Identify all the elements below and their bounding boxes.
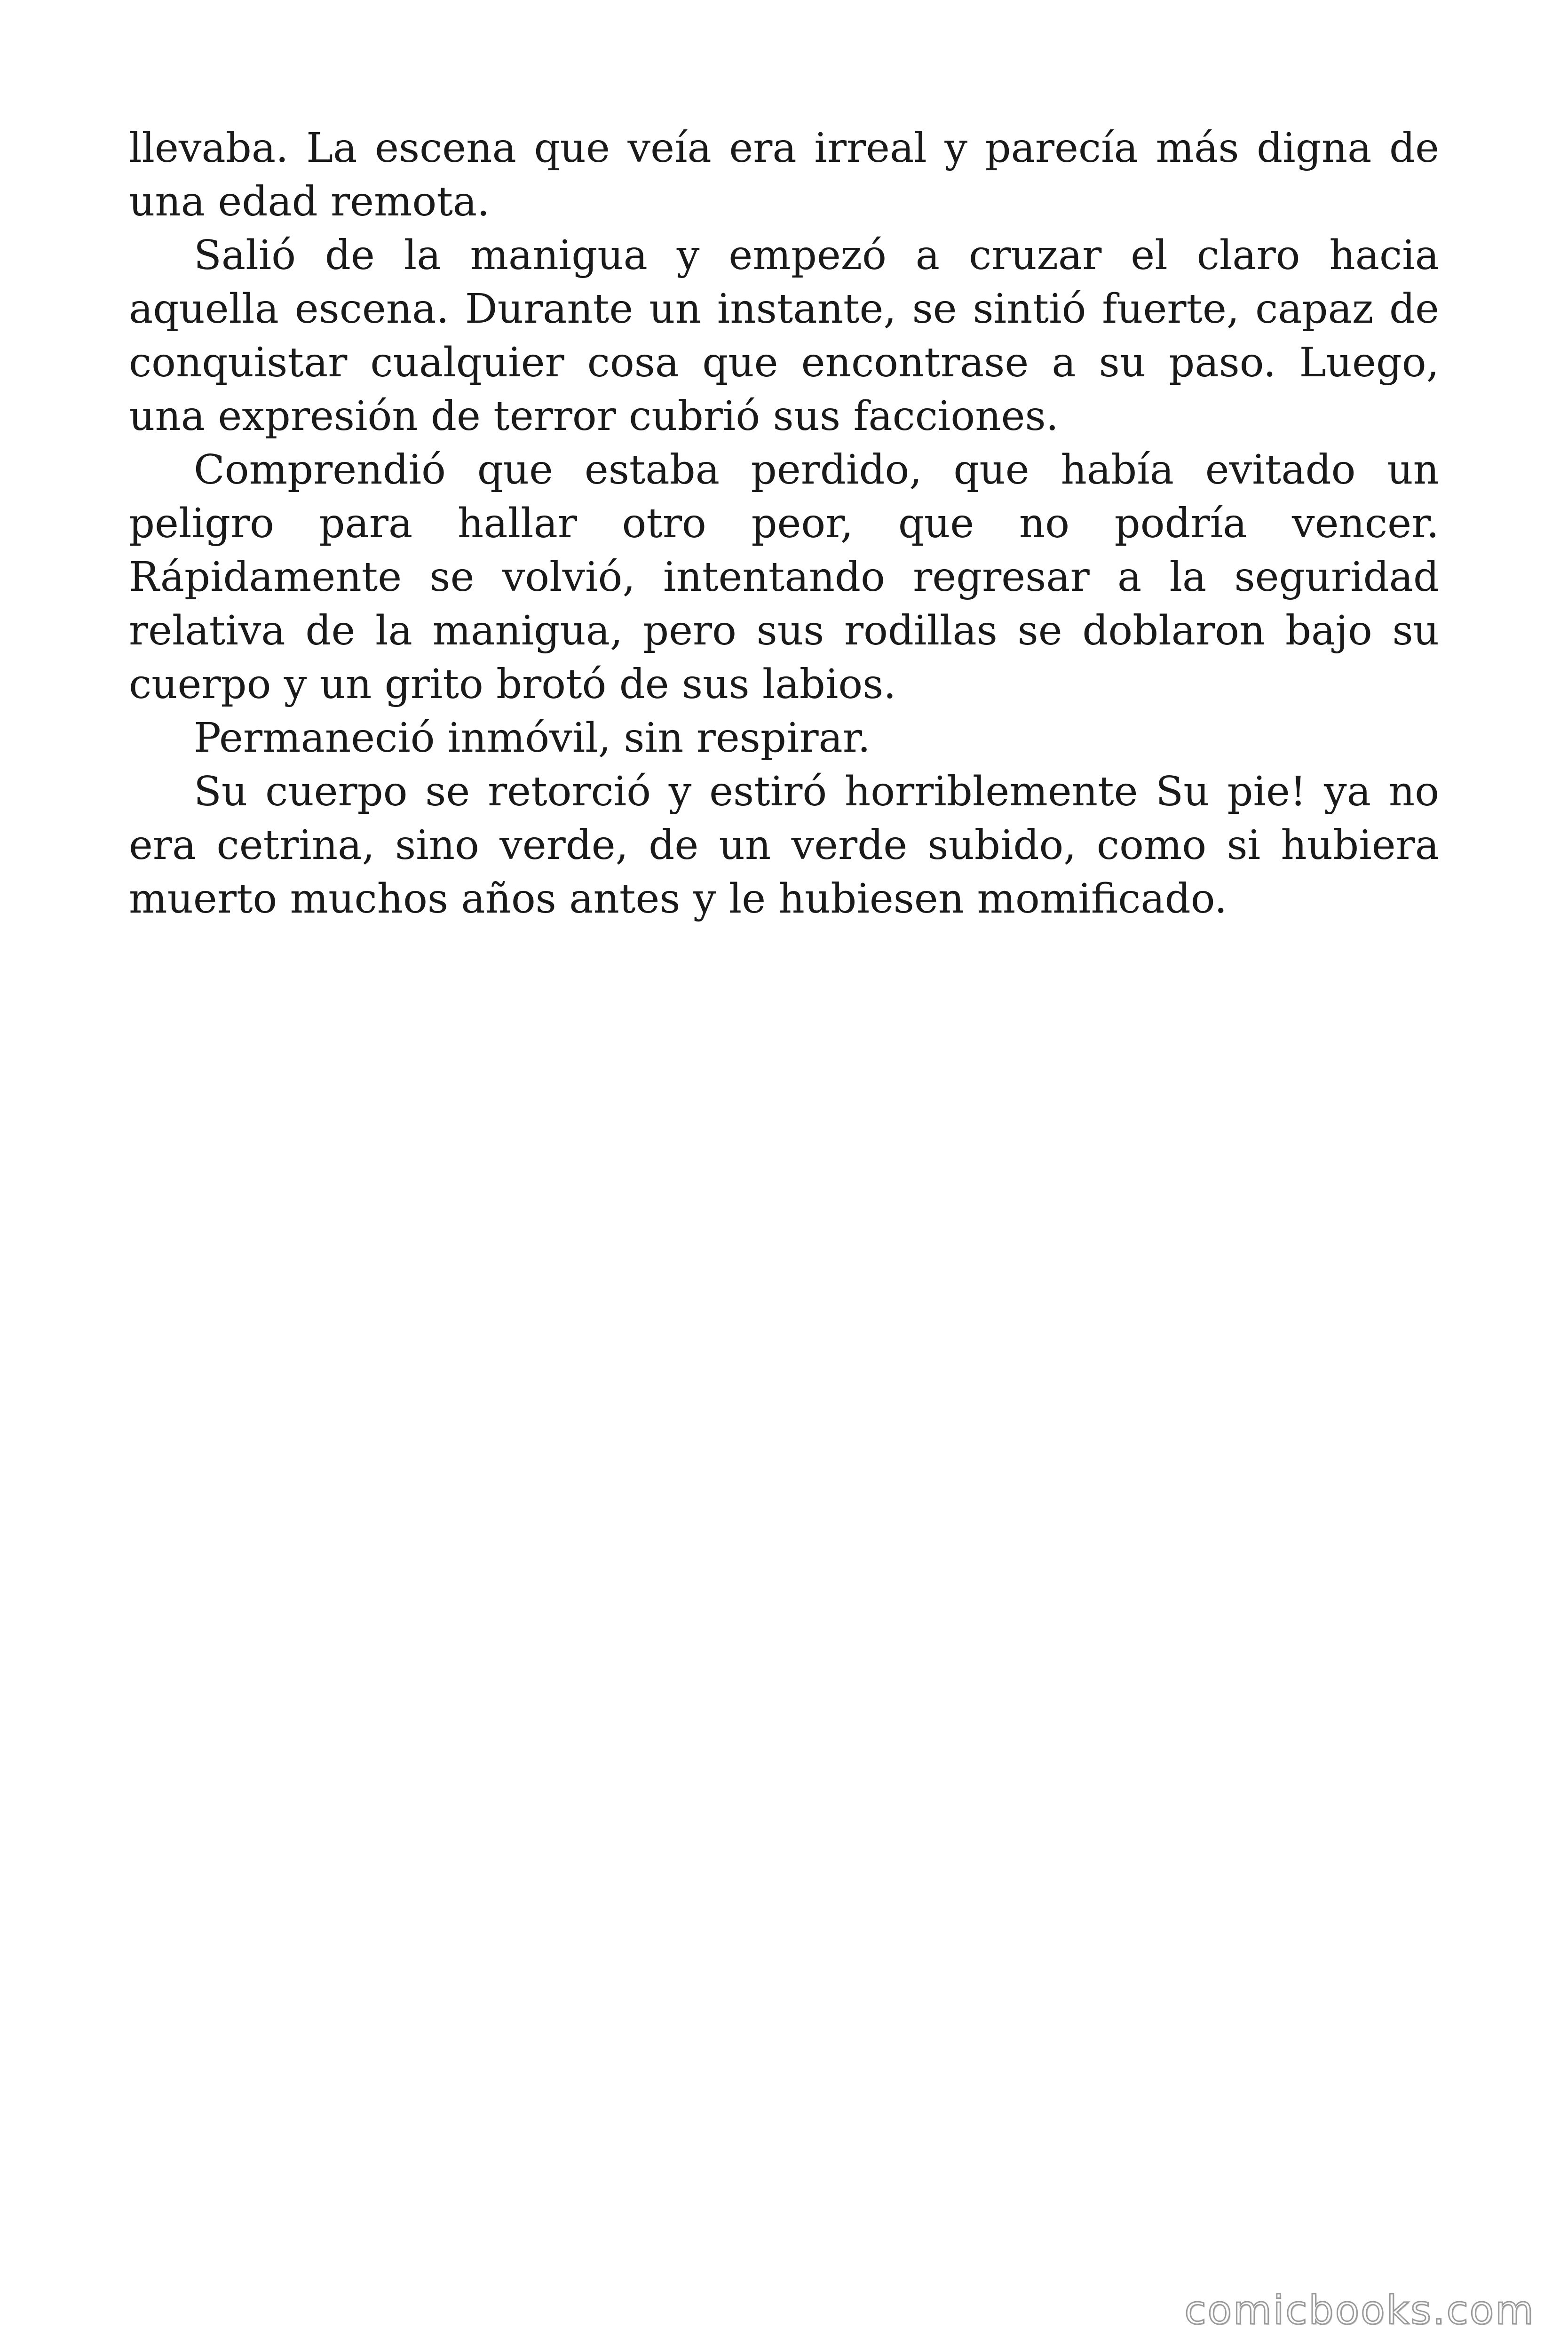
paragraph-2: Salió de la manigua y empezó a cruzar el claro hacia aquella escena. Durante un instante, se sintió fuerte, capaz de conquistar cualquier cosa que encontrase a su paso. Luego, una expresión de terror cubrió sus facciones. bbox=[129, 232, 1439, 440]
watermark: comicbooks.com bbox=[1184, 2287, 1535, 2333]
page-text bbox=[129, 121, 1439, 926]
paragraph-3: Comprendió que estaba perdido, que había evitado un peligro para hallar otro peor, que no podría vencer. Rápidamente se volvió, intentando regresar a la seguridad relativa de la manigua, pero sus rodillas se doblaron bajo su cuerpo y un grito brotó de sus labios. bbox=[129, 446, 1439, 708]
paragraph-5: Su cuerpo se retorció y estiró horriblemente Su pie! ya no era cetrina, sino verde, de un verde subido, como si hubiera muerto muchos años antes y le hubiesen momificado. bbox=[129, 768, 1439, 922]
paragraph-4: Permaneció inmóvil, sin respirar. bbox=[194, 715, 871, 762]
paragraph-1: llevaba. La escena que veía era irreal y parecía más digna de una edad remota. bbox=[129, 125, 1439, 225]
